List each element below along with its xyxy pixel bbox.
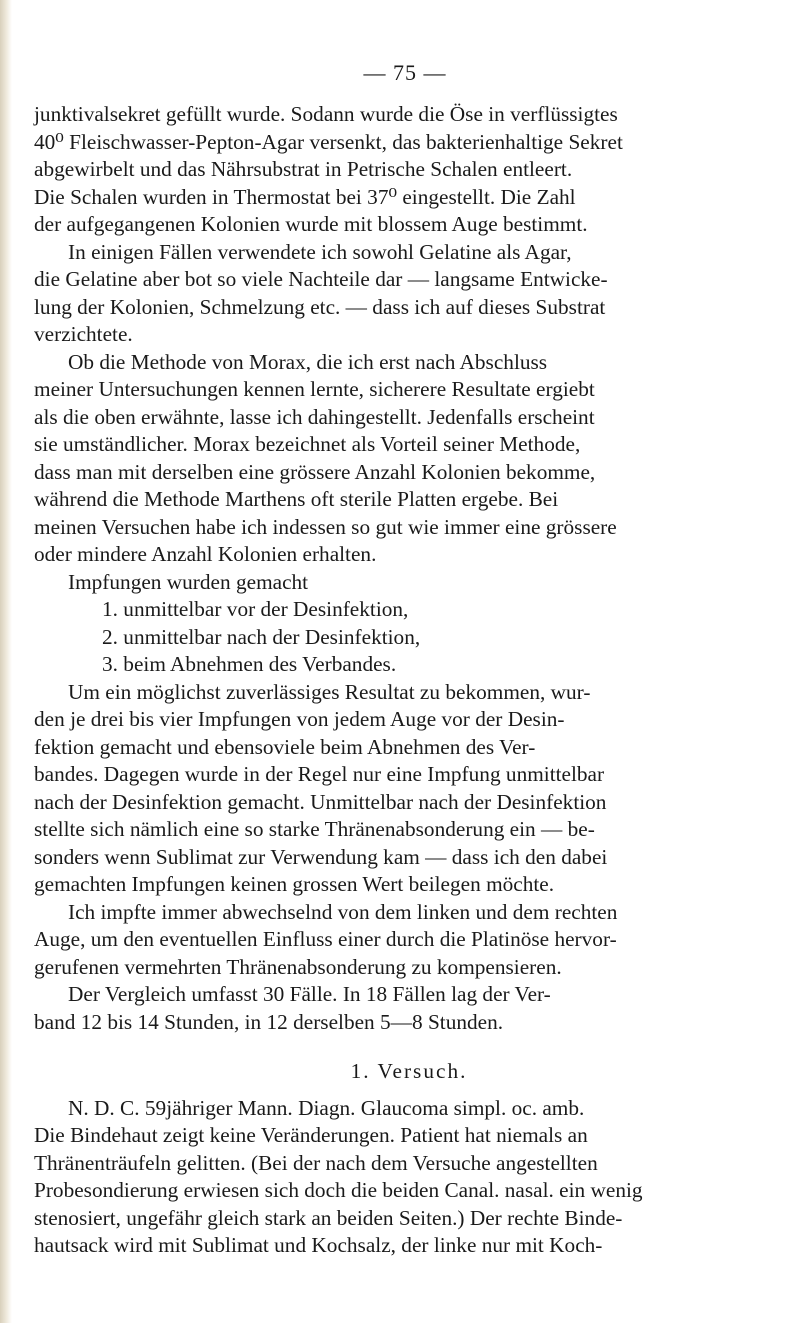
text-line: Auge, um den eventuellen Einfluss einer durch die Platinöse hervor- [34, 927, 617, 951]
text-line: 40⁰ Fleischwasser-Pepton-Agar versenkt, das bakterienhaltige Sekret [34, 129, 623, 154]
text-line: hautsack wird mit Sublimat und Kochsalz, der linke nur mit Koch- [34, 1233, 603, 1257]
text-line: stellte sich nämlich eine so starke Thränenabsonderung ein — be- [34, 817, 595, 841]
list-item: 3. beim Abnehmen des Verbandes. [102, 652, 397, 676]
text-line: gemachten Impfungen keinen grossen Wert beilegen möchte. [34, 872, 555, 896]
text-line: als die oben erwähnte, lasse ich dahingestellt. Jedenfalls erscheint [34, 404, 595, 429]
list-item: 1. unmittelbar vor der Desinfektion, [102, 597, 409, 621]
text-line: meinen Versuchen habe ich indessen so gut wie immer eine grössere [34, 514, 617, 539]
text-line: oder mindere Anzahl Kolonien erhalten. [34, 542, 377, 566]
text-line: Die Bindehaut zeigt keine Veränderungen. Patient hat niemals an [34, 1123, 588, 1147]
text-line: Die Schalen wurden in Thermostat bei 37⁰ eingestellt. Die Zahl [34, 184, 576, 209]
text-line: während die Methode Marthens oft sterile Platten ergebe. Bei [34, 487, 559, 511]
text-line: sie umständlicher. Morax bezeichnet als Vorteil seiner Methode, [34, 432, 581, 456]
body-text [34, 101, 784, 1260]
text-line: Um ein möglichst zuverlässiges Resultat zu bekommen, wur- [68, 679, 591, 704]
text-line: Ob die Methode von Morax, die ich erst nach Abschluss [68, 349, 548, 374]
text-line: Der Vergleich umfasst 30 Fälle. In 18 Fällen lag der Ver- [68, 982, 551, 1006]
text-line: lung der Kolonien, Schmelzung etc. — dass ich auf dieses Substrat [34, 294, 606, 319]
text-line: nach der Desinfektion gemacht. Unmittelbar nach der Desinfektion [34, 789, 607, 814]
list-item: 2. unmittelbar nach der Desinfektion, [102, 624, 421, 649]
text-line: dass man mit derselben eine grössere Anzahl Kolonien bekomme, [34, 459, 596, 484]
text-line: gerufenen vermehrten Thränenabsonderung zu kompensieren. [34, 954, 562, 979]
text-line: bandes. Dagegen wurde in der Regel nur eine Impfung unmittelbar [34, 762, 605, 786]
section-heading: 1. Versuch. [350, 1059, 468, 1083]
text-line: sonders wenn Sublimat zur Verwendung kam — dass ich den dabei [34, 844, 608, 869]
text-line: Probesondierung erwiesen sich doch die beiden Canal. nasal. ein wenig [34, 1178, 643, 1202]
text-line: die Gelatine aber bot so viele Nachteile dar — langsame Entwicke- [34, 267, 608, 291]
text-line: Ich impfte immer abwechselnd von dem linken und dem rechten [68, 899, 618, 924]
page-number: — 75 — [363, 60, 447, 85]
text-line: stenosiert, ungefähr gleich stark an beiden Seiten.) Der rechte Binde- [34, 1205, 623, 1230]
text-line: den je drei bis vier Impfungen von jedem Auge vor der Desin- [34, 707, 565, 731]
text-line: Impfungen wurden gemacht [68, 569, 309, 594]
text-line: verzichtete. [34, 322, 133, 346]
text-line: band 12 bis 14 Stunden, in 12 derselben 5—8 Stunden. [34, 1009, 504, 1034]
text-line: der aufgegangenen Kolonien wurde mit blossem Auge bestimmt. [34, 212, 588, 236]
text-line: Thränenträufeln gelitten. (Bei der nach dem Versuche angestellten [34, 1150, 598, 1175]
text-line: junktivalsekret gefüllt wurde. Sodann wurde die Öse in verflüssigtes [34, 102, 618, 126]
text-line: fektion gemacht und ebensoviele beim Abnehmen des Ver- [34, 734, 536, 759]
text-line: In einigen Fällen verwendete ich sowohl Gelatine als Agar, [68, 239, 572, 264]
text-line: meiner Untersuchungen kennen lernte, sicherere Resultate ergiebt [34, 377, 595, 401]
text-line: abgewirbelt und das Nährsubstrat in Petrische Schalen entleert. [34, 157, 573, 181]
text-line: N. D. C. 59jähriger Mann. Diagn. Glaucoma simpl. oc. amb. [68, 1095, 585, 1120]
